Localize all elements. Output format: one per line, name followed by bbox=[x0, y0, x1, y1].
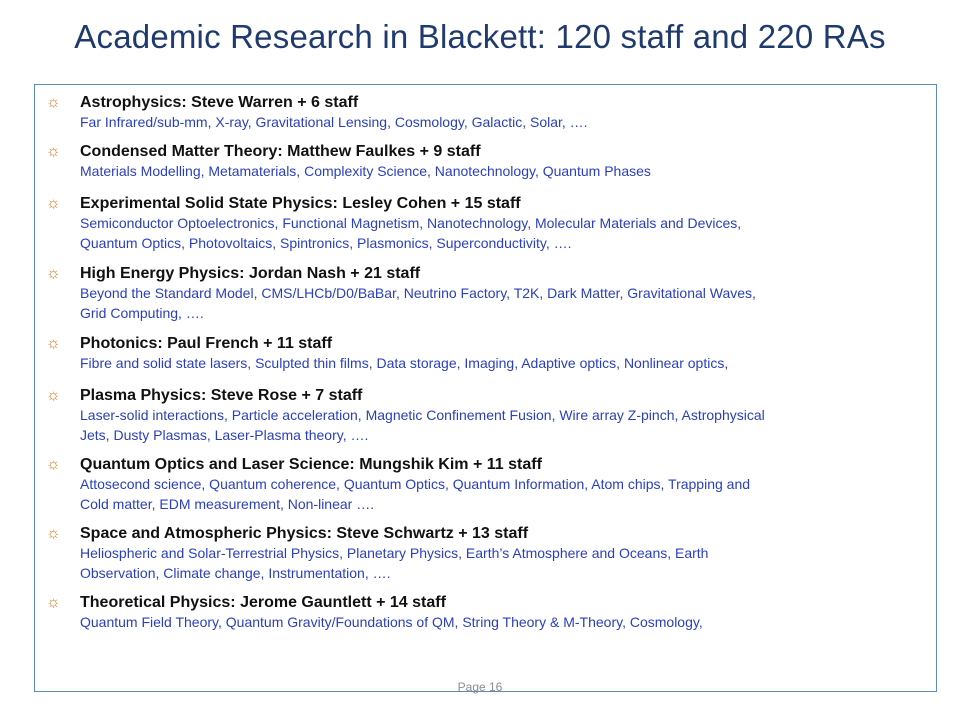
group-description-line: Laser-solid interactions, Particle acceleration, Magnetic Confinement Fusion, Wire array Z-pinch, Astrophysical bbox=[80, 407, 765, 423]
group-heading: Theoretical Physics: Jerome Gauntlett + 14 staff bbox=[80, 594, 446, 611]
group-description-line: Quantum Field Theory, Quantum Gravity/Foundations of QM, String Theory & M-Theory, Cosmology, bbox=[80, 614, 703, 630]
group-description-line: Beyond the Standard Model, CMS/LHCb/D0/BaBar, Neutrino Factory, T2K, Dark Matter, Gravitational Waves, bbox=[80, 285, 756, 301]
research-group-high-energy bbox=[46, 264, 926, 323]
research-group-list bbox=[46, 93, 926, 632]
group-description-line: Far Infrared/sub-mm, X-ray, Gravitational Lensing, Cosmology, Galactic, Solar, …. bbox=[80, 114, 588, 130]
research-group-theoretical bbox=[46, 593, 926, 632]
research-group-condensed-matter bbox=[46, 142, 926, 181]
group-heading: Quantum Optics and Laser Science: Mungshik Kim + 11 staff bbox=[80, 456, 542, 473]
slide-title: Academic Research in Blackett: 120 staff and 220 RAs bbox=[74, 18, 886, 55]
sun-bullet-icon: ☼ bbox=[46, 265, 61, 282]
group-description-line: Quantum Optics, Photovoltaics, Spintronics, Plasmonics, Superconductivity, …. bbox=[80, 235, 572, 251]
group-heading: Condensed Matter Theory: Matthew Faulkes + 9 staff bbox=[80, 143, 481, 160]
sun-bullet-icon: ☼ bbox=[46, 94, 61, 111]
research-group-photonics bbox=[46, 334, 926, 373]
sun-bullet-icon: ☼ bbox=[46, 195, 61, 212]
group-description-line: Semiconductor Optoelectronics, Functional Magnetism, Nanotechnology, Molecular Materials and Devices, bbox=[80, 215, 742, 231]
sun-bullet-icon: ☼ bbox=[46, 456, 61, 473]
page-number: Page 16 bbox=[457, 680, 503, 694]
research-group-plasma bbox=[46, 386, 926, 445]
sun-bullet-icon: ☼ bbox=[46, 594, 61, 611]
sun-bullet-icon: ☼ bbox=[46, 335, 61, 352]
group-description-line: Fibre and solid state lasers, Sculpted thin films, Data storage, Imaging, Adaptive optics, Nonlinear optics, bbox=[80, 355, 729, 371]
group-description-line: Cold matter, EDM measurement, Non-linear …. bbox=[80, 496, 375, 512]
group-description-line: Heliospheric and Solar-Terrestrial Physics, Planetary Physics, Earth’s Atmosphere and Oceans, Earth bbox=[80, 545, 709, 561]
research-group-quantum-optics bbox=[46, 455, 926, 514]
group-heading: Experimental Solid State Physics: Lesley Cohen + 15 staff bbox=[80, 195, 521, 212]
group-description-line: Observation, Climate change, Instrumentation, …. bbox=[80, 565, 391, 581]
sun-bullet-icon: ☼ bbox=[46, 525, 61, 542]
group-heading: High Energy Physics: Jordan Nash + 21 staff bbox=[80, 265, 421, 282]
group-description-line: Jets, Dusty Plasmas, Laser-Plasma theory, …. bbox=[80, 427, 369, 443]
group-description-line: Materials Modelling, Metamaterials, Complexity Science, Nanotechnology, Quantum Phases bbox=[80, 163, 651, 179]
sun-bullet-icon: ☼ bbox=[46, 143, 61, 160]
research-group-space-atmospheric bbox=[46, 524, 926, 583]
group-heading: Plasma Physics: Steve Rose + 7 staff bbox=[80, 387, 363, 404]
research-group-astrophysics bbox=[46, 93, 926, 132]
group-heading: Photonics: Paul French + 11 staff bbox=[80, 335, 333, 352]
group-heading: Space and Atmospheric Physics: Steve Schwartz + 13 staff bbox=[80, 525, 529, 542]
group-description-line: Grid Computing, …. bbox=[80, 305, 204, 321]
group-heading: Astrophysics: Steve Warren + 6 staff bbox=[80, 94, 359, 111]
research-group-solid-state bbox=[46, 194, 926, 253]
group-description-line: Attosecond science, Quantum coherence, Quantum Optics, Quantum Information, Atom chips, Trapping and bbox=[80, 476, 751, 492]
sun-bullet-icon: ☼ bbox=[46, 387, 61, 404]
